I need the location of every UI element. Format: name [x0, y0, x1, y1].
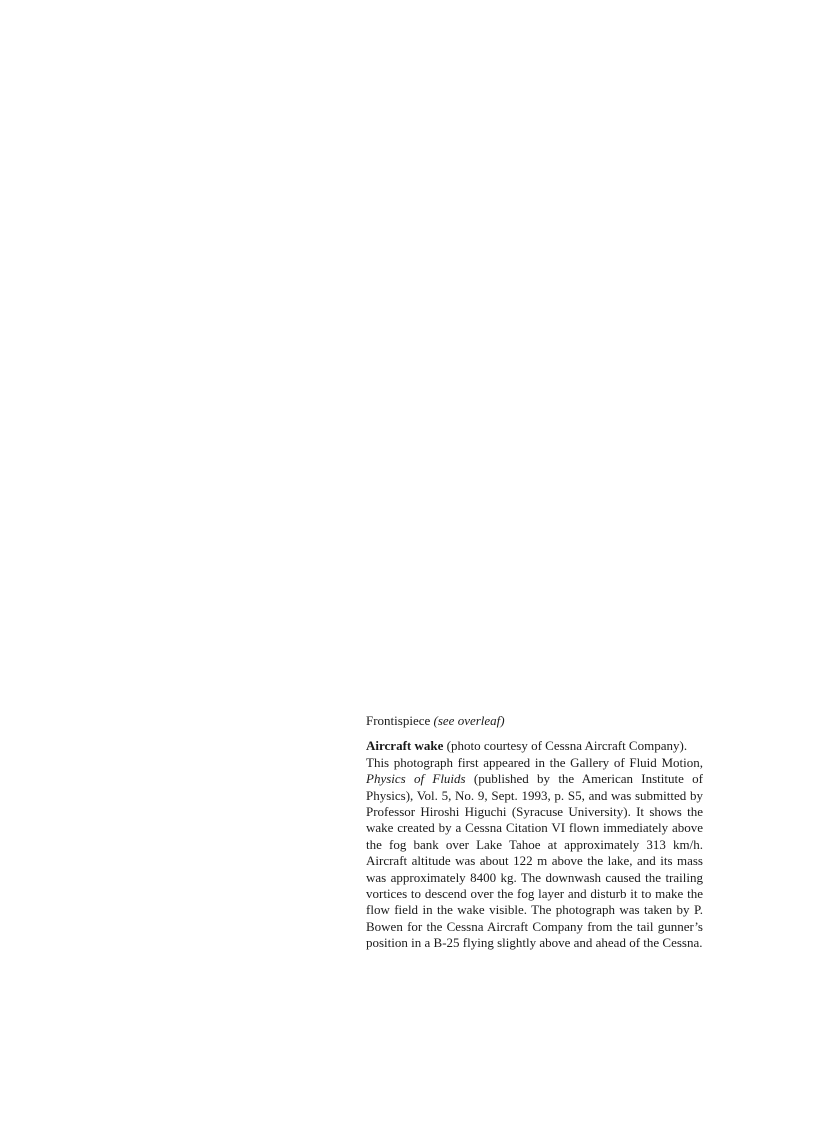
frontispiece-note: (see overleaf): [433, 713, 505, 728]
caption-title: Aircraft wake: [366, 738, 444, 754]
caption-body-part2: (published by the American Institute of Physics), Vol. 5, No. 9, Sept. 1993, p. S5, and was submitted by Professor Hiroshi Higuchi (Syracuse University). It shows the wake created by a Cessna Citation VI flown immediately above the fog bank over Lake Tahoe at approximately 313 km/h. Aircraft altitude was about 122 m above the lake, and its mass was approximately 8400 kg. The downwash caused the trailing vortices to descend over the fog layer and disturb it to make the flow field in the wake visible. The photograph was taken by P. Bowen for the Cessna Aircraft Company from the tail gunner’s position in a B-25 flying slightly above and ahead of the Cessna.: [366, 771, 704, 951]
frontispiece-label: Frontispiece: [366, 713, 431, 728]
frontispiece-line: [366, 713, 703, 729]
caption-heading: [366, 738, 703, 754]
caption-journal: Physics of Fluids: [366, 771, 466, 787]
caption-body-part1: This photograph first appeared in the Gallery of Fluid Motion,: [366, 754, 703, 770]
caption-credit: (photo courtesy of Cessna Aircraft Company).: [446, 738, 688, 754]
caption-body: [366, 755, 703, 952]
caption-block: [366, 713, 703, 952]
